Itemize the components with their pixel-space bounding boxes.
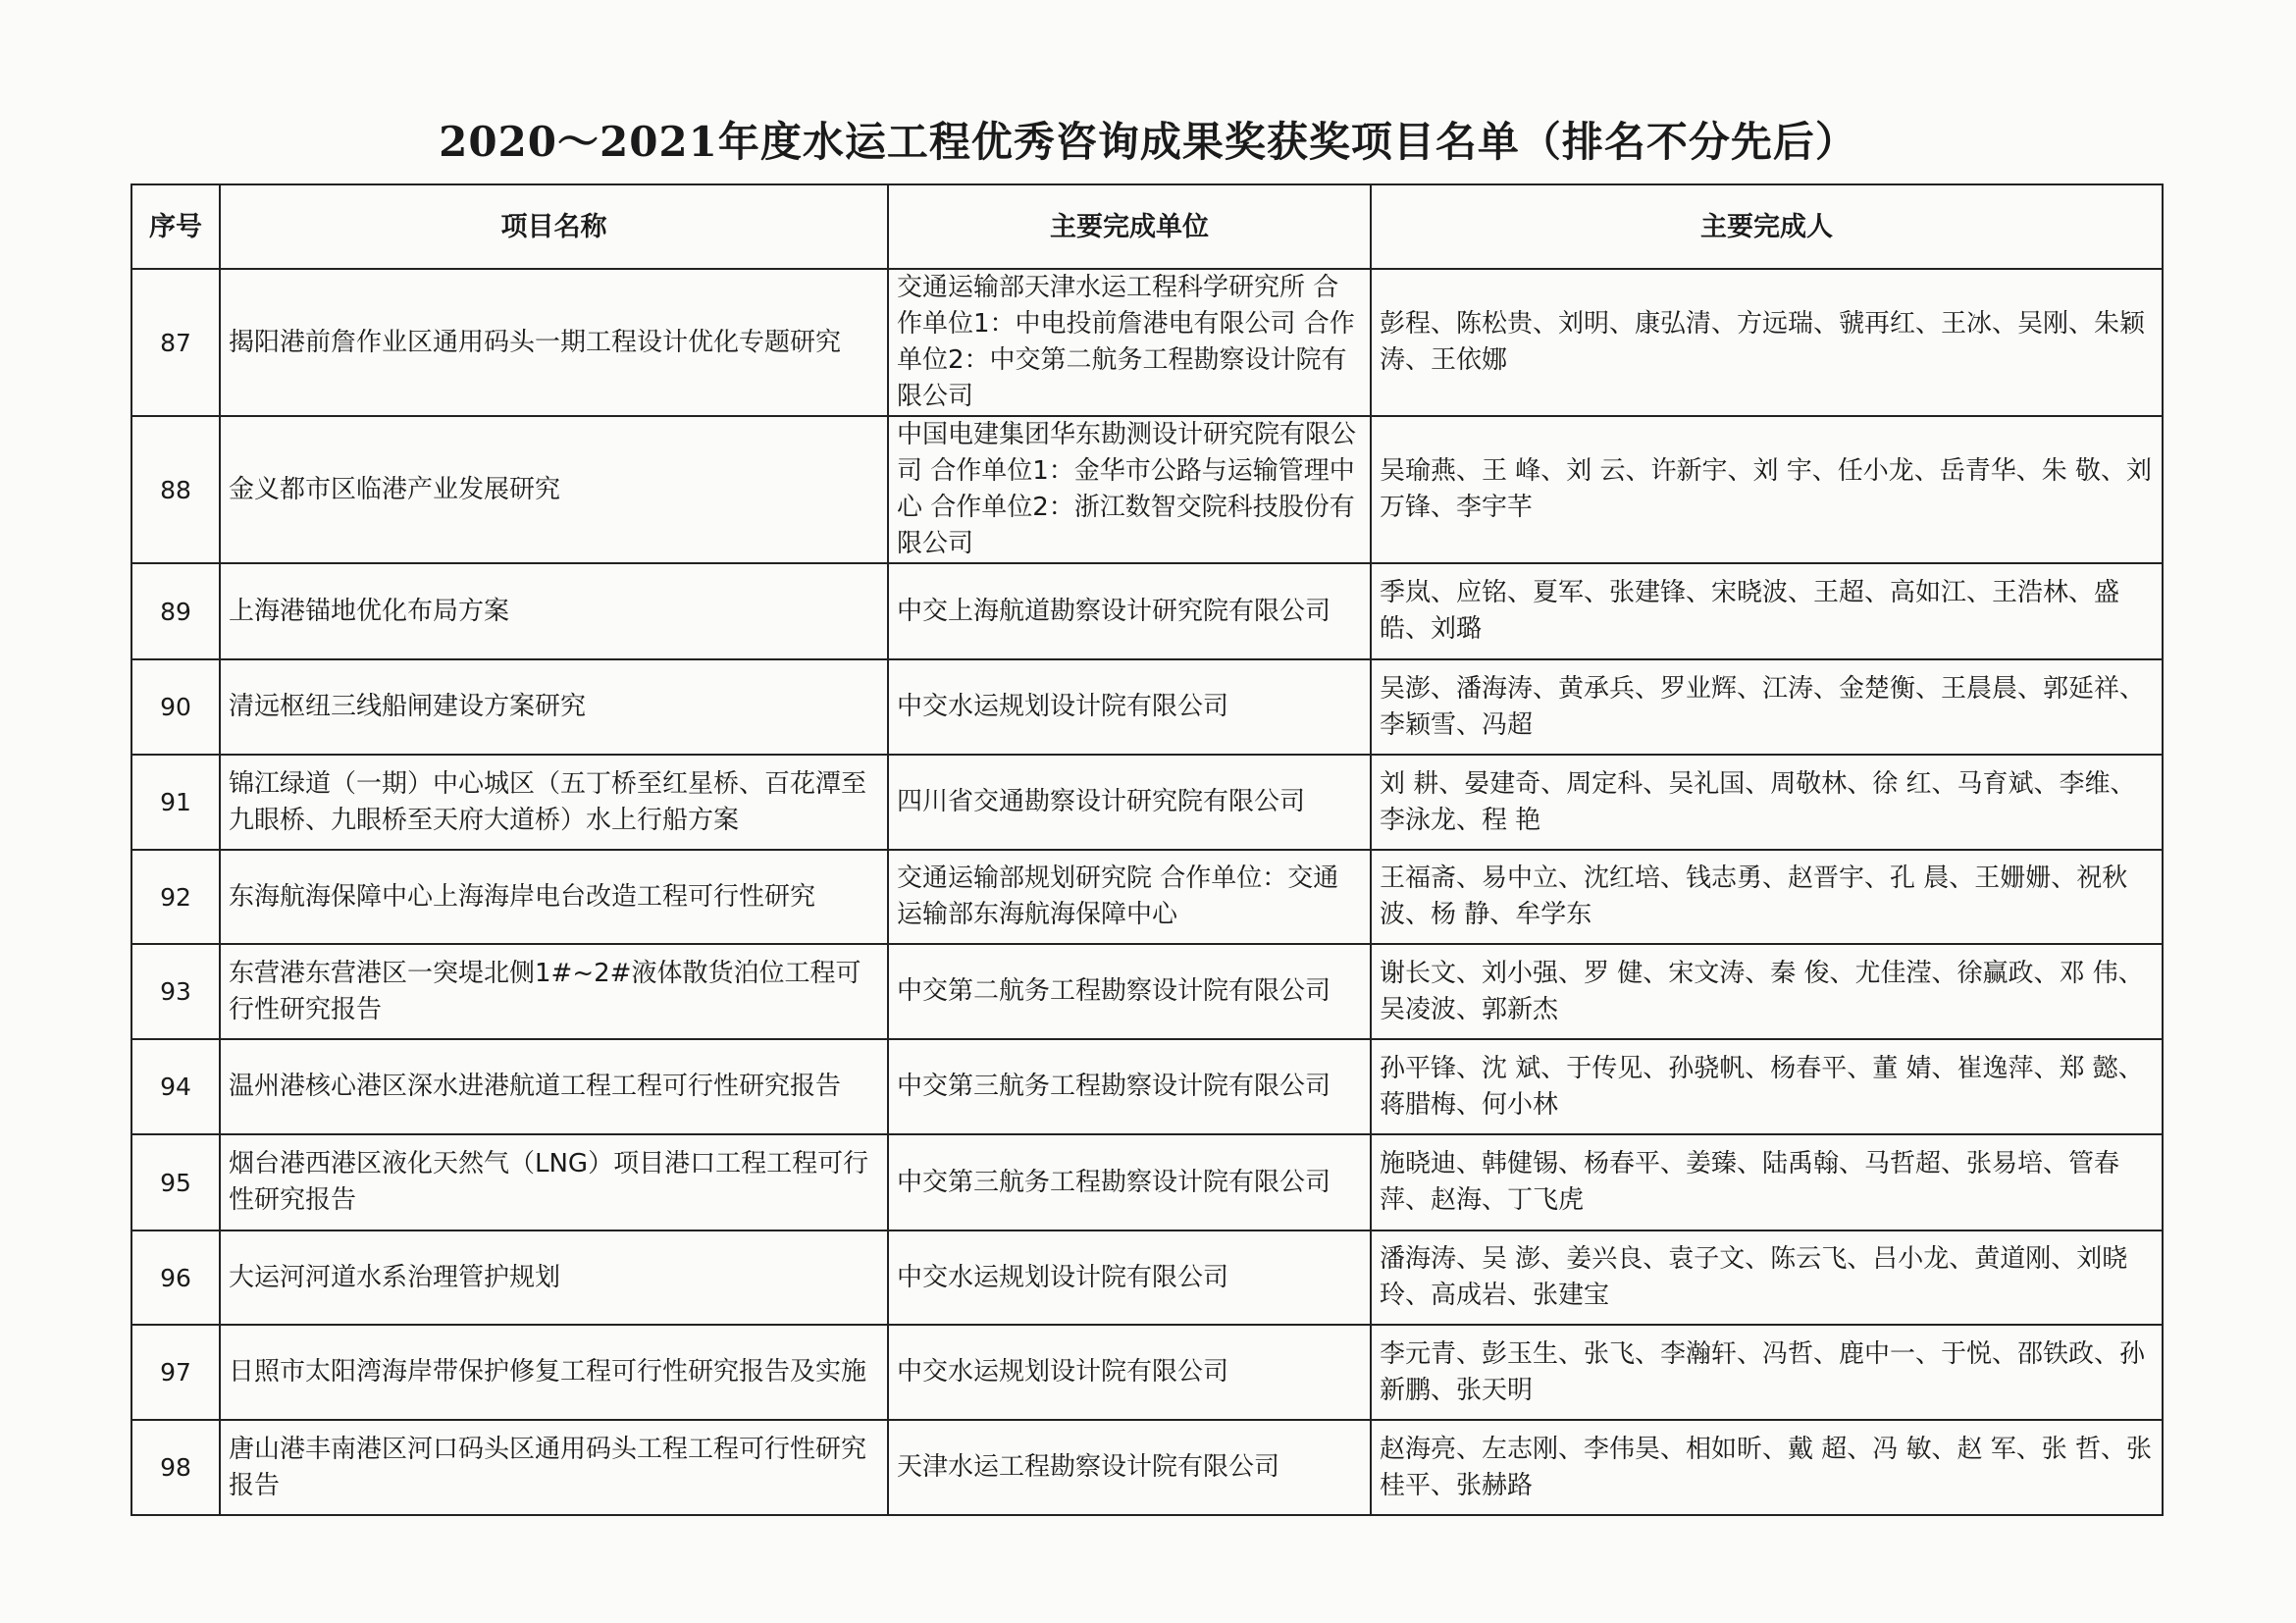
header-no: 序号 xyxy=(131,184,220,269)
row-people: 潘海涛、吴 澎、姜兴良、袁子文、陈云飞、吕小龙、黄道刚、刘晓玲、高成岩、张建宝 xyxy=(1371,1230,2163,1325)
row-no: 97 xyxy=(131,1325,220,1420)
row-project: 唐山港丰南港区河口码头区通用码头工程工程可行性研究报告 xyxy=(220,1420,888,1515)
header-unit: 主要完成单位 xyxy=(888,184,1371,269)
row-people: 王福斋、易中立、沈红培、钱志勇、赵晋宇、孔 晨、王姗姗、祝秋波、杨 静、牟学东 xyxy=(1371,850,2163,944)
table-row xyxy=(131,1325,2163,1420)
row-no: 93 xyxy=(131,944,220,1039)
row-people: 吴瑜燕、王 峰、刘 云、许新宇、刘 宇、任小龙、岳青华、朱 敬、刘万锋、李宇芊 xyxy=(1371,416,2163,563)
row-unit: 中交水运规划设计院有限公司 xyxy=(888,659,1371,755)
row-people: 李元青、彭玉生、张飞、李瀚轩、冯哲、鹿中一、于悦、邵铁政、孙新鹏、张天明 xyxy=(1371,1325,2163,1420)
table-row xyxy=(131,755,2163,850)
header-row xyxy=(131,184,2163,269)
table-row xyxy=(131,944,2163,1039)
row-unit: 四川省交通勘察设计研究院有限公司 xyxy=(888,755,1371,850)
row-no: 92 xyxy=(131,850,220,944)
row-people: 季岚、应铭、夏军、张建锋、宋晓波、王超、高如江、王浩林、盛皓、刘璐 xyxy=(1371,563,2163,659)
table-row xyxy=(131,1134,2163,1230)
row-no: 94 xyxy=(131,1039,220,1134)
row-people: 吴澎、潘海涛、黄承兵、罗业辉、江涛、金楚衡、王晨晨、郭延祥、李颖雪、冯超 xyxy=(1371,659,2163,755)
row-no: 88 xyxy=(131,416,220,563)
row-unit: 中交第三航务工程勘察设计院有限公司 xyxy=(888,1134,1371,1230)
table-row xyxy=(131,416,2163,563)
row-no: 95 xyxy=(131,1134,220,1230)
table-row xyxy=(131,850,2163,944)
row-people: 谢长文、刘小强、罗 健、宋文涛、秦 俊、尤佳滢、徐赢政、邓 伟、吴凌波、郭新杰 xyxy=(1371,944,2163,1039)
row-project: 清远枢纽三线船闸建设方案研究 xyxy=(220,659,888,755)
table-row xyxy=(131,1230,2163,1325)
page-title: 2020～2021年度水运工程优秀咨询成果奖获奖项目名单（排名不分先后） xyxy=(439,118,1857,166)
table-row xyxy=(131,1039,2163,1134)
row-no: 96 xyxy=(131,1230,220,1325)
row-unit: 中交水运规划设计院有限公司 xyxy=(888,1325,1371,1420)
table-row xyxy=(131,1420,2163,1515)
row-unit: 交通运输部规划研究院 合作单位：交通运输部东海航海保障中心 xyxy=(888,850,1371,944)
row-project: 东海航海保障中心上海海岸电台改造工程可行性研究 xyxy=(220,850,888,944)
table-row xyxy=(131,269,2163,416)
row-people: 彭程、陈松贵、刘明、康弘清、方远瑞、虢再红、王冰、吴刚、朱颖涛、王依娜 xyxy=(1371,269,2163,416)
row-no: 87 xyxy=(131,269,220,416)
row-unit: 中交第二航务工程勘察设计院有限公司 xyxy=(888,944,1371,1039)
row-unit: 天津水运工程勘察设计院有限公司 xyxy=(888,1420,1371,1515)
row-people: 赵海亮、左志刚、李伟昊、相如昕、戴 超、冯 敏、赵 军、张 哲、张桂平、张赫路 xyxy=(1371,1420,2163,1515)
row-no: 90 xyxy=(131,659,220,755)
row-project: 揭阳港前詹作业区通用码头一期工程设计优化专题研究 xyxy=(220,269,888,416)
row-people: 孙平锋、沈 斌、于传见、孙骁帆、杨春平、董 婧、崔逸萍、郑 懿、蒋腊梅、何小林 xyxy=(1371,1039,2163,1134)
row-project: 烟台港西港区液化天然气（LNG）项目港口工程工程可行性研究报告 xyxy=(220,1134,888,1230)
row-project: 金义都市区临港产业发展研究 xyxy=(220,416,888,563)
row-people: 刘 耕、晏建奇、周定科、吴礼国、周敬林、徐 红、马育斌、李维、李泳龙、程 艳 xyxy=(1371,755,2163,850)
row-project: 大运河河道水系治理管护规划 xyxy=(220,1230,888,1325)
row-unit: 中交第三航务工程勘察设计院有限公司 xyxy=(888,1039,1371,1134)
awards-table xyxy=(130,183,2164,1516)
row-no: 98 xyxy=(131,1420,220,1515)
row-unit: 中国电建集团华东勘测设计研究院有限公司 合作单位1：金华市公路与运输管理中心 合作单位2：浙江数智交院科技股份有限公司 xyxy=(888,416,1371,563)
row-project: 上海港锚地优化布局方案 xyxy=(220,563,888,659)
table-row xyxy=(131,659,2163,755)
row-unit: 中交水运规划设计院有限公司 xyxy=(888,1230,1371,1325)
row-project: 日照市太阳湾海岸带保护修复工程可行性研究报告及实施 xyxy=(220,1325,888,1420)
table-row xyxy=(131,563,2163,659)
row-unit: 中交上海航道勘察设计研究院有限公司 xyxy=(888,563,1371,659)
row-project: 东营港东营港区一突堤北侧1#~2#液体散货泊位工程可行性研究报告 xyxy=(220,944,888,1039)
header-people: 主要完成人 xyxy=(1371,184,2163,269)
row-no: 89 xyxy=(131,563,220,659)
row-project: 锦江绿道（一期）中心城区（五丁桥至红星桥、百花潭至九眼桥、九眼桥至天府大道桥）水上行船方案 xyxy=(220,755,888,850)
row-project: 温州港核心港区深水进港航道工程工程可行性研究报告 xyxy=(220,1039,888,1134)
row-people: 施晓迪、韩健锡、杨春平、姜臻、陆禹翰、马哲超、张易培、管春萍、赵海、丁飞虎 xyxy=(1371,1134,2163,1230)
row-no: 91 xyxy=(131,755,220,850)
header-project: 项目名称 xyxy=(220,184,888,269)
row-unit: 交通运输部天津水运工程科学研究所 合作单位1：中电投前詹港电有限公司 合作单位2：中交第二航务工程勘察设计院有限公司 xyxy=(888,269,1371,416)
